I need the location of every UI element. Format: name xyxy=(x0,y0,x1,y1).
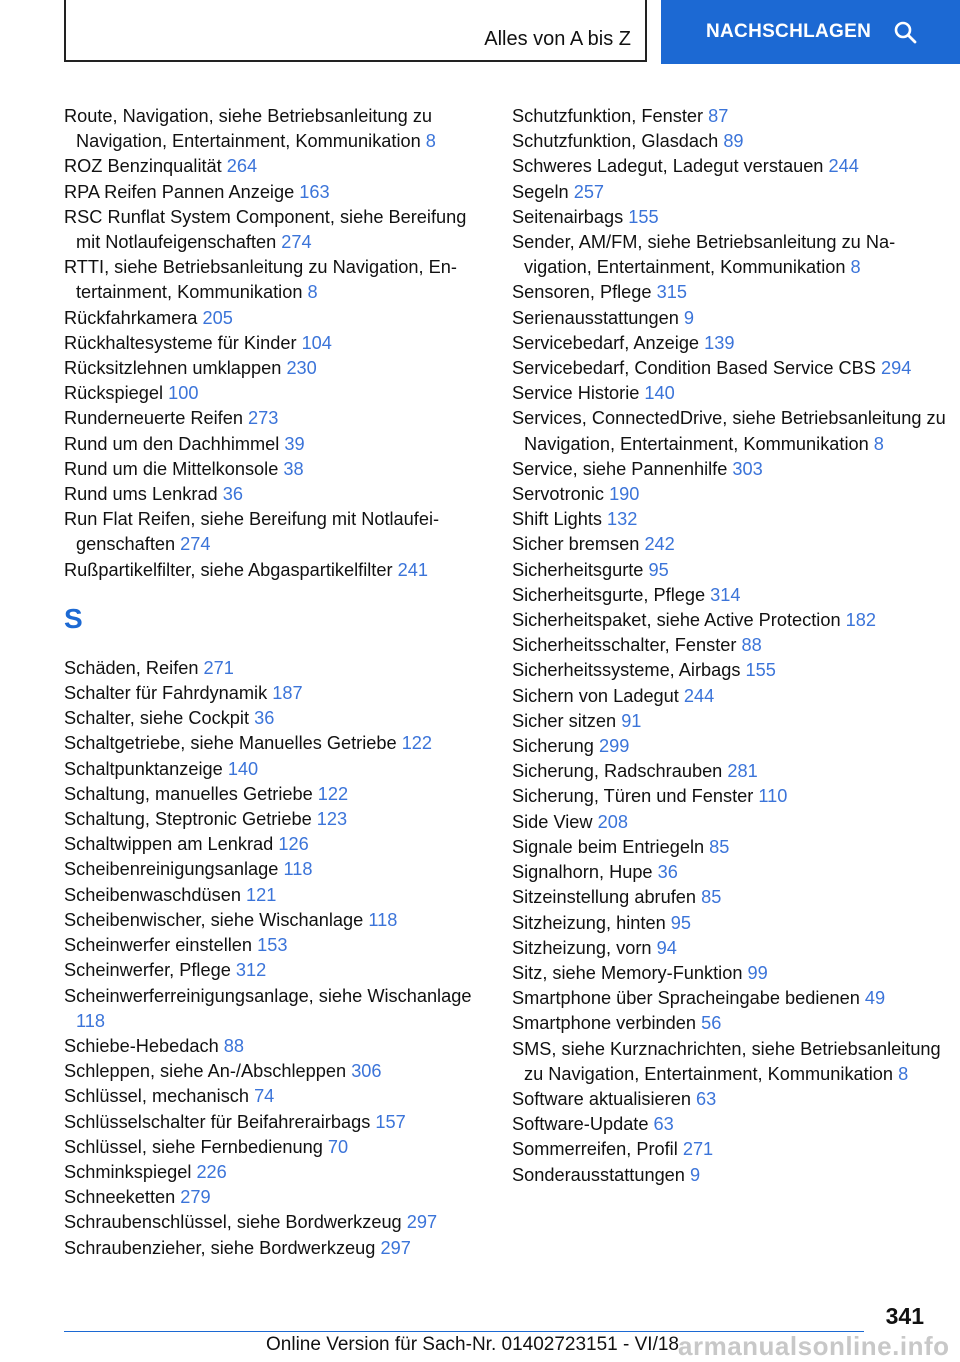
index-entry-text: Schaltung, manuelles Getriebe xyxy=(64,783,313,804)
page-reference-link[interactable]: 274 xyxy=(281,232,312,253)
index-entry-text: Schlüssel, mechanisch xyxy=(64,1086,249,1107)
page-reference-link[interactable]: 187 xyxy=(272,683,303,704)
page-reference-link[interactable]: 241 xyxy=(397,559,428,580)
index-entry-text: Schutzfunktion, Glasdach xyxy=(512,131,719,152)
index-entry-text: Sonderausstattungen xyxy=(512,1164,685,1185)
index-entry xyxy=(512,936,952,961)
index-entry xyxy=(64,782,494,807)
page-reference-link[interactable]: 244 xyxy=(828,156,859,177)
index-entry-text: Run Flat Reifen, siehe Bereifung mit Notlaufeigenschaften xyxy=(64,509,440,555)
index-entry xyxy=(64,681,494,706)
index-entry xyxy=(64,656,494,681)
index-entry xyxy=(64,757,494,782)
page-reference-link[interactable]: 226 xyxy=(196,1161,227,1182)
section-title-box xyxy=(64,0,647,62)
page-reference-link[interactable]: 8 xyxy=(850,257,861,278)
online-version-text: Online Version für Sach-Nr. 01402723151 - VI/18 xyxy=(266,1334,679,1355)
page-reference-link[interactable]: 139 xyxy=(704,332,735,353)
index-entry-text: Software aktualisieren xyxy=(512,1088,691,1109)
index-entry-text: Schalter für Fahrdynamik xyxy=(64,683,268,704)
index-entry-text: ROZ Benzinqualität xyxy=(64,156,222,177)
index-entry xyxy=(512,406,952,456)
page-reference-link[interactable]: 87 xyxy=(708,106,729,126)
page-reference-link[interactable]: 94 xyxy=(656,937,677,958)
page-reference-link[interactable]: 74 xyxy=(254,1086,275,1107)
page-reference-link[interactable]: 56 xyxy=(701,1013,722,1034)
index-entry xyxy=(512,1037,952,1087)
index-entry-text: Rund um die Mittelkonsole xyxy=(64,458,279,479)
index-entry xyxy=(512,104,952,129)
index-entry-text: Software-Update xyxy=(512,1114,649,1135)
index-entry-text: Servicebedarf, Anzeige xyxy=(512,332,700,353)
index-entry xyxy=(64,857,494,882)
index-entry xyxy=(512,532,952,557)
index-entry-text: Sicherheitsschalter, Fenster xyxy=(512,635,737,656)
index-entry-text: Sitzheizung, vorn xyxy=(512,937,652,958)
index-entry-text: Rückfahrkamera xyxy=(64,307,198,328)
page-reference-link[interactable]: 274 xyxy=(180,534,211,555)
index-entry xyxy=(512,280,952,305)
index-entry-text: Schaltpunktanzeige xyxy=(64,758,223,779)
page-reference-link[interactable]: 126 xyxy=(278,834,309,855)
index-entry-text: Rund ums Lenkrad xyxy=(64,484,218,505)
index-entry xyxy=(512,583,952,608)
page-reference-link[interactable]: 63 xyxy=(653,1114,674,1135)
index-entry xyxy=(512,230,952,280)
page-reference-link[interactable]: 315 xyxy=(656,282,687,303)
page-reference-link[interactable]: 153 xyxy=(257,935,288,956)
page-reference-link[interactable]: 123 xyxy=(316,809,348,830)
page-reference-link[interactable]: 299 xyxy=(598,736,630,757)
page-header xyxy=(64,0,960,64)
index-entry xyxy=(512,684,952,709)
index-entry xyxy=(512,911,952,936)
index-entry xyxy=(64,958,494,983)
page-reference-link[interactable]: 8 xyxy=(873,433,884,454)
index-entry xyxy=(512,482,952,507)
page-reference-link[interactable]: 121 xyxy=(246,884,277,905)
page-reference-link[interactable]: 49 xyxy=(864,988,886,1009)
index-entry xyxy=(512,860,952,885)
page-reference-link[interactable]: 312 xyxy=(235,960,267,981)
index-entry-text: Sommerreifen, Profil xyxy=(512,1139,678,1160)
index-entry-text: RSC Runflat System Component, siehe Bereifung mit Notlaufeigenschaften xyxy=(64,206,467,253)
index-entry xyxy=(64,1034,494,1059)
page-reference-link[interactable]: 8 xyxy=(898,1063,909,1084)
search-icon xyxy=(893,20,917,44)
page-reference-link[interactable]: 8 xyxy=(425,131,436,152)
index-entry xyxy=(512,734,952,759)
page-reference-link[interactable]: 205 xyxy=(202,307,233,328)
page-reference-link[interactable]: 257 xyxy=(573,181,605,202)
index-entry-text: Schraubenschlüssel, siehe Bordwerkzeug xyxy=(64,1212,402,1233)
index-entry xyxy=(64,731,494,756)
index-entry-text: Schiebe-Hebedach xyxy=(64,1035,219,1056)
page-reference-link[interactable]: 306 xyxy=(351,1061,382,1082)
page-reference-link[interactable]: 208 xyxy=(597,811,628,832)
page-reference-link[interactable]: 63 xyxy=(696,1088,717,1109)
page-reference-link[interactable]: 110 xyxy=(758,786,788,807)
index-entry xyxy=(64,908,494,933)
index-entry-text: Scheibenwaschdüsen xyxy=(64,884,241,905)
index-entry xyxy=(64,984,494,1034)
page-reference-link[interactable]: 100 xyxy=(168,383,199,404)
index-entry-text: Schalter, siehe Cockpit xyxy=(64,708,250,729)
page-reference-link[interactable]: 8 xyxy=(307,282,318,303)
page-reference-link[interactable]: 163 xyxy=(299,181,330,202)
page-reference-link[interactable]: 182 xyxy=(845,610,876,631)
index-entry-text: Sichern von Ladegut xyxy=(512,685,679,706)
index-entry xyxy=(64,706,494,731)
index-entry xyxy=(512,1137,952,1162)
index-entry-text: Service Historie xyxy=(512,383,640,404)
index-entry xyxy=(64,104,494,154)
page-reference-link[interactable]: 155 xyxy=(745,660,776,681)
index-entry xyxy=(512,1087,952,1112)
page-reference-link[interactable]: 85 xyxy=(701,887,722,908)
index-entry-text: Services, ConnectedDrive, siehe Betriebsanleitung zu Navigation, Entertainment, Kommunikation xyxy=(512,408,946,454)
index-entry xyxy=(64,1110,494,1135)
index-letter-heading: S xyxy=(64,602,83,634)
page-reference-link[interactable]: 118 xyxy=(283,859,313,880)
page-reference-link[interactable]: 314 xyxy=(710,584,741,605)
index-entry xyxy=(64,832,494,857)
page-reference-link[interactable]: 264 xyxy=(226,156,258,177)
index-entry xyxy=(512,608,952,633)
index-entry-text: Scheinwerferreinigungsanlage, siehe Wischanlage xyxy=(64,985,472,1006)
page-reference-link[interactable]: 88 xyxy=(741,635,762,656)
index-entry xyxy=(64,180,494,205)
page-reference-link[interactable]: 242 xyxy=(644,534,675,555)
page-reference-link[interactable]: 297 xyxy=(406,1212,438,1233)
page-reference-link[interactable]: 297 xyxy=(380,1237,411,1258)
index-entry xyxy=(512,759,952,784)
index-entry-text: Sicherung xyxy=(512,736,594,757)
index-entry-text: Schaltwippen am Lenkrad xyxy=(64,834,274,855)
index-entry-text: Servicebedarf, Condition Based Service CBS xyxy=(512,358,876,379)
page-reference-link[interactable]: 122 xyxy=(317,783,349,804)
index-entry xyxy=(64,381,494,406)
index-entry-text: Side View xyxy=(512,811,593,832)
index-entry xyxy=(512,709,952,734)
index-entry-text: RTTI, siehe Betriebsanleitung zu Navigation, Entertainment, Kommunikation xyxy=(64,257,457,303)
index-entry xyxy=(64,406,494,431)
page-reference-link[interactable]: 294 xyxy=(881,358,912,379)
index-entry-text: Sensoren, Pflege xyxy=(512,282,652,303)
index-entry-text: Schutzfunktion, Fenster xyxy=(512,106,704,126)
watermark: armanualsonline.info xyxy=(678,1331,950,1361)
index-entry-text: Sicherheitsgurte xyxy=(512,559,644,580)
index-entry-text: Schneeketten xyxy=(64,1187,176,1208)
index-entry xyxy=(64,482,494,507)
index-entry xyxy=(512,1163,952,1188)
page-reference-link[interactable]: 39 xyxy=(284,433,305,454)
index-entry-text: Rückspiegel xyxy=(64,383,164,404)
page-reference-link[interactable]: 70 xyxy=(327,1136,349,1157)
page-reference-link[interactable]: 36 xyxy=(254,708,275,729)
page-reference-link[interactable]: 91 xyxy=(621,710,642,731)
index-entry-text: Service, siehe Pannenhilfe xyxy=(512,458,728,479)
nachschlagen-button[interactable] xyxy=(661,0,960,64)
index-entry xyxy=(512,457,952,482)
index-entry-text: Schäden, Reifen xyxy=(64,657,199,678)
page-reference-link[interactable]: 118 xyxy=(76,1010,105,1031)
page-reference-link[interactable]: 279 xyxy=(180,1187,211,1208)
index-entry-text: Sicherheitssysteme, Airbags xyxy=(512,660,741,681)
page-reference-link[interactable]: 9 xyxy=(683,307,695,328)
index-entry-text: Sitzheizung, hinten xyxy=(512,912,666,933)
index-entry-text: Scheinwerfer einstellen xyxy=(64,935,253,956)
index-entry xyxy=(512,331,952,356)
page-reference-link[interactable]: 95 xyxy=(648,559,669,580)
page-reference-link[interactable]: 122 xyxy=(401,733,433,754)
index-entry-text: Schaltgetriebe, siehe Manuelles Getriebe xyxy=(64,733,397,754)
index-column-left xyxy=(64,104,494,1261)
index-entry-text: Schlüssel, siehe Fernbedienung xyxy=(64,1136,323,1157)
page-reference-link[interactable]: 303 xyxy=(732,458,763,479)
index-entry-text: Sicher bremsen xyxy=(512,534,640,555)
index-entry-text: Schlüsselschalter für Beifahrerairbags xyxy=(64,1111,371,1132)
index-entry-text: Rückhaltesysteme für Kinder xyxy=(64,332,297,353)
page-reference-link[interactable]: 36 xyxy=(222,484,243,505)
index-entry xyxy=(64,331,494,356)
index-entry-text: Sicherung, Radschrauben xyxy=(512,761,723,782)
index-entry-text: Rußpartikelfilter, siehe Abgaspartikelfilter xyxy=(64,559,393,580)
index-entry-text: Scheinwerfer, Pflege xyxy=(64,960,231,981)
index-entry xyxy=(512,381,952,406)
page-reference-link[interactable]: 140 xyxy=(227,758,259,779)
page-reference-link[interactable]: 95 xyxy=(670,912,691,933)
index-entry-text: Signale beim Entriegeln xyxy=(512,836,705,857)
page-reference-link[interactable]: 190 xyxy=(609,484,640,505)
index-entry-text: Sicherheitspaket, siehe Active Protection xyxy=(512,610,841,631)
index-entry xyxy=(512,961,952,986)
index-entry xyxy=(64,807,494,832)
page-reference-link[interactable]: 157 xyxy=(375,1111,406,1132)
page-reference-link[interactable]: 271 xyxy=(203,657,234,678)
index-entry xyxy=(512,1011,952,1036)
page-reference-link[interactable]: 244 xyxy=(683,685,715,706)
index-entry xyxy=(64,883,494,908)
index-entry-text: Sitzeinstellung abrufen xyxy=(512,887,697,908)
index-entry-text: Segeln xyxy=(512,181,569,202)
index-entry xyxy=(64,507,494,557)
index-entry-text: Schleppen, siehe An-/Abschleppen xyxy=(64,1061,347,1082)
index-entry xyxy=(64,432,494,457)
index-entry-text: Smartphone über Spracheingabe bedienen xyxy=(512,988,860,1009)
page-number: 341 xyxy=(885,1303,924,1329)
index-entry xyxy=(512,885,952,910)
index-entry xyxy=(512,633,952,658)
index-entry-text: Rücksitzlehnen umklappen xyxy=(64,358,282,379)
index-entry xyxy=(512,507,952,532)
index-entry-text: Sender, AM/FM, siehe Betriebsanleitung zu Navigation, Entertainment, Kommunikation xyxy=(512,232,896,278)
index-entry xyxy=(512,558,952,583)
index-entry xyxy=(64,356,494,381)
index-entry xyxy=(64,205,494,255)
index-entry-text: Scheibenreinigungsanlage xyxy=(64,859,279,880)
page-reference-link[interactable]: 88 xyxy=(223,1035,244,1056)
index-entry xyxy=(64,1236,494,1261)
index-entry xyxy=(512,154,952,179)
index-entry-text: Sicherheitsgurte, Pflege xyxy=(512,584,706,605)
index-entry-text: Sitz, siehe Memory-Funktion xyxy=(512,962,743,983)
page-reference-link[interactable]: 271 xyxy=(682,1139,714,1160)
section-title: Alles von A bis Z xyxy=(484,28,631,50)
page-reference-link[interactable]: 38 xyxy=(283,458,304,479)
index-entry xyxy=(64,154,494,179)
index-entry-text: RPA Reifen Pannen Anzeige xyxy=(64,181,295,202)
index-entry xyxy=(512,658,952,683)
index-entry xyxy=(512,306,952,331)
nachschlagen-label: NACHSCHLAGEN xyxy=(706,21,872,42)
index-entry-text: Runderneuerte Reifen xyxy=(64,408,243,429)
page-reference-link[interactable]: 104 xyxy=(301,332,332,353)
index-entry-text: Schminkspiegel xyxy=(64,1161,192,1182)
index-entry-text: Scheibenwischer, siehe Wischanlage xyxy=(64,909,364,930)
page-reference-link[interactable]: 140 xyxy=(644,383,675,404)
index-entry-text: Seitenairbags xyxy=(512,206,624,227)
index-entry xyxy=(512,129,952,154)
index-entry-text: Serienausstattungen xyxy=(512,307,679,328)
index-entry xyxy=(512,784,952,809)
page-reference-link[interactable]: 118 xyxy=(368,909,398,930)
page-reference-link[interactable]: 99 xyxy=(747,962,768,983)
index-entry xyxy=(64,933,494,958)
index-entry xyxy=(64,1059,494,1084)
index-entry xyxy=(64,306,494,331)
index-entry xyxy=(64,1135,494,1160)
page-reference-link[interactable]: 36 xyxy=(657,862,678,883)
index-entry xyxy=(512,810,952,835)
index-entry-text: Smartphone verbinden xyxy=(512,1013,697,1034)
index-entry-text: Schweres Ladegut, Ladegut verstauen xyxy=(512,156,824,177)
index-entry-text: Sicher sitzen xyxy=(512,710,617,731)
page-reference-link[interactable]: 89 xyxy=(723,131,744,152)
index-entry xyxy=(512,1112,952,1137)
index-entry xyxy=(64,1210,494,1235)
index-entry xyxy=(512,180,952,205)
index-entry xyxy=(64,1084,494,1109)
index-entry-text: Signalhorn, Hupe xyxy=(512,862,653,883)
index-entry-text: Sicherung, Türen und Fenster xyxy=(512,786,754,807)
index-entry xyxy=(64,1160,494,1185)
page-reference-link[interactable]: 132 xyxy=(607,509,638,530)
index-entry-text: Shift Lights xyxy=(512,509,602,530)
index-entry xyxy=(512,835,952,860)
page-reference-link[interactable]: 155 xyxy=(628,206,659,227)
index-entry-text: Servotronic xyxy=(512,484,604,505)
index-entry-text: Schraubenzieher, siehe Bordwerkzeug xyxy=(64,1237,376,1258)
page-reference-link[interactable]: 281 xyxy=(727,761,758,782)
index-entry xyxy=(64,457,494,482)
index-entry xyxy=(64,255,494,305)
index-entry-text: Rund um den Dachhimmel xyxy=(64,433,280,454)
index-entry xyxy=(64,1185,494,1210)
index-entry-text: Schaltung, Steptronic Getriebe xyxy=(64,809,312,830)
index-entry xyxy=(512,986,952,1011)
index-column-right xyxy=(512,104,952,1188)
page-reference-link[interactable]: 230 xyxy=(286,358,317,379)
index-entry-text: SMS, siehe Kurznachrichten, siehe Betriebsanleitung zu Navigation, Entertainment, Kommunikation xyxy=(512,1038,941,1084)
index-entry xyxy=(512,356,952,381)
index-entry xyxy=(64,558,494,583)
page-reference-link[interactable]: 85 xyxy=(709,836,730,857)
index-entry-text: Route, Navigation, siehe Betriebsanleitung zu Navigation, Entertainment, Kommunikation xyxy=(64,106,433,152)
index-entry xyxy=(512,205,952,230)
page-reference-link[interactable]: 273 xyxy=(248,408,279,429)
page-reference-link[interactable]: 9 xyxy=(689,1164,701,1185)
